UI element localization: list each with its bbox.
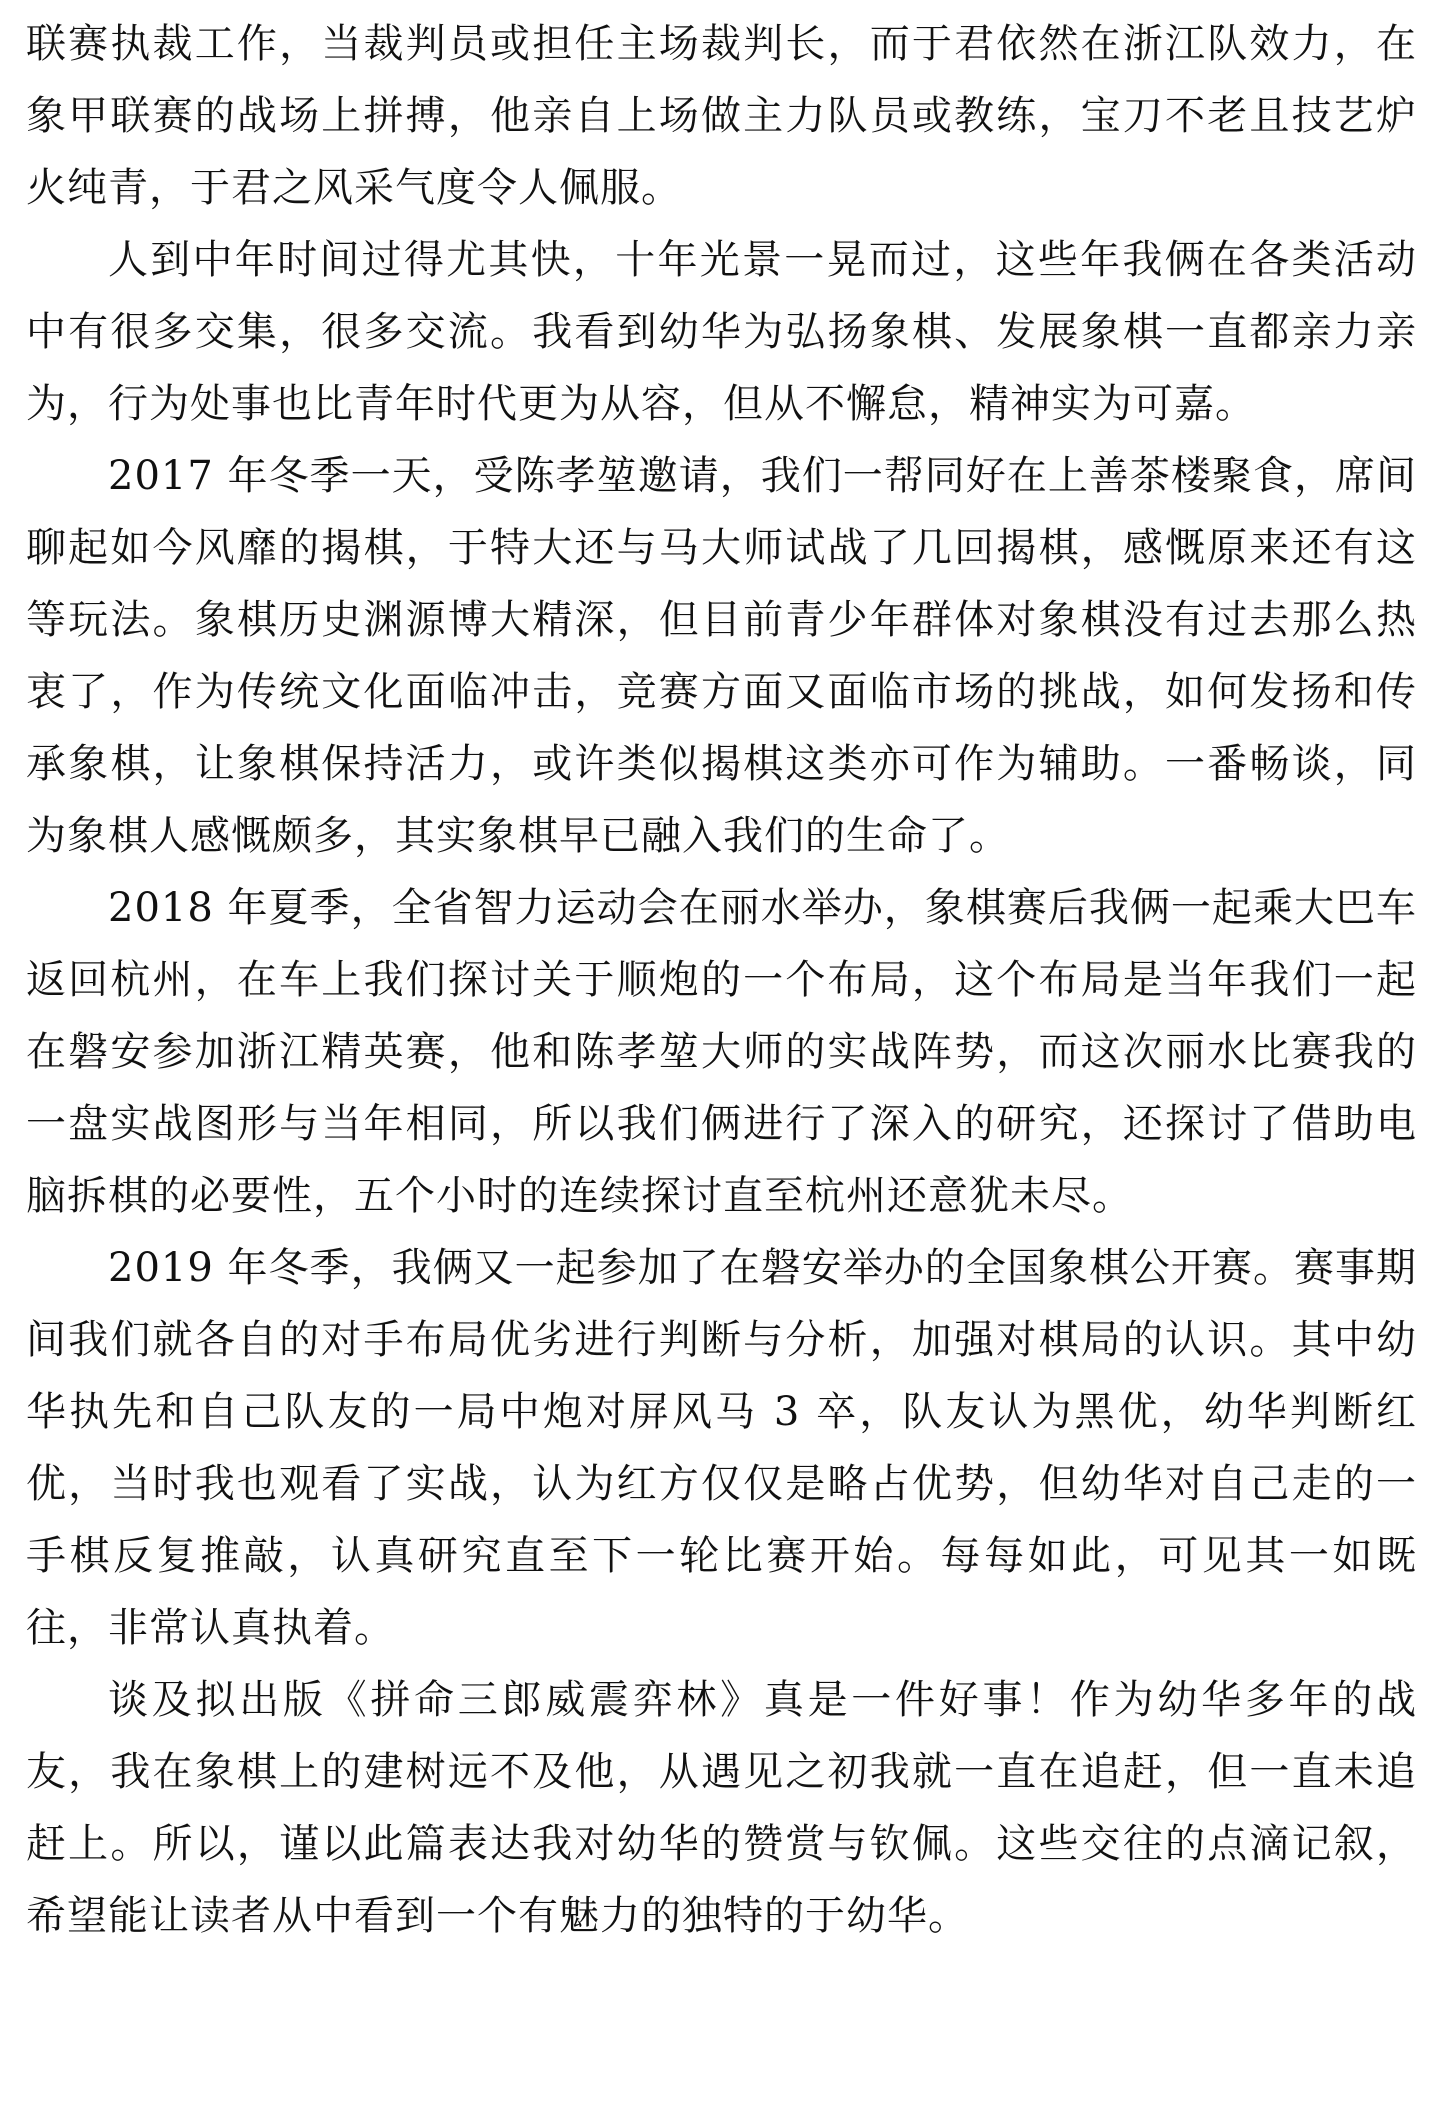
paragraph-3: 2017 年冬季一天，受陈孝堃邀请，我们一帮同好在上善茶楼聚食，席间聊起如今风靡的揭棋，于特大还与马大师试战了几回揭棋，感慨原来还有这等玩法。象棋历史渊源博大精深，但目前青少年群体对象棋没有过去那么热衷了，作为传统文化面临冲击，竞赛方面又面临市场的挑战，如何发扬和传承象棋，让象棋保持活力，或许类似揭棋这类亦可作为辅助。一番畅谈，同为象棋人感慨颇多，其实象棋早已融入我们的生命了。 — [26, 453, 1417, 859]
paragraph-6: 谈及拟出版《拼命三郎威震弈林》真是一件好事！作为幼华多年的战友，我在象棋上的建树远不及他，从遇见之初我就一直在追赶，但一直未追赶上。所以，谨以此篇表达我对幼华的赞赏与钦佩。这些交往的点滴记叙，希望能让读者从中看到一个有魅力的独特的于幼华。 — [26, 1677, 1417, 1939]
paragraph-4: 2018 年夏季，全省智力运动会在丽水举办，象棋赛后我俩一起乘大巴车返回杭州，在车上我们探讨关于顺炮的一个布局，这个布局是当年我们一起在磐安参加浙江精英赛，他和陈孝堃大师的实战阵势，而这次丽水比赛我的一盘实战图形与当年相同，所以我们俩进行了深入的研究，还探讨了借助电脑拆棋的必要性，五个小时的连续探讨直至杭州还意犹未尽。 — [26, 885, 1417, 1219]
paragraph-5: 2019 年冬季，我俩又一起参加了在磐安举办的全国象棋公开赛。赛事期间我们就各自的对手布局优劣进行判断与分析，加强对棋局的认识。其中幼华执先和自己队友的一局中炮对屏风马 3 卒，队友认为黑优，幼华判断红优，当时我也观看了实战，认为红方仅仅是略占优势，但幼华对自己走的一手棋反复推敲，认真研究直至下一轮比赛开始。每每如此，可见其一如既往，非常认真执着。 — [26, 1245, 1417, 1651]
paragraph-1: 联赛执裁工作，当裁判员或担任主场裁判长，而于君依然在浙江队效力，在象甲联赛的战场上拼搏，他亲自上场做主力队员或教练，宝刀不老且技艺炉火纯青，于君之风采气度令人佩服。 — [26, 21, 1417, 211]
paragraph-2: 人到中年时间过得尤其快，十年光景一晃而过，这些年我俩在各类活动中有很多交集，很多交流。我看到幼华为弘扬象棋、发展象棋一直都亲力亲为，行为处事也比青年时代更为从容，但从不懈怠，精神实为可嘉。 — [26, 237, 1417, 427]
